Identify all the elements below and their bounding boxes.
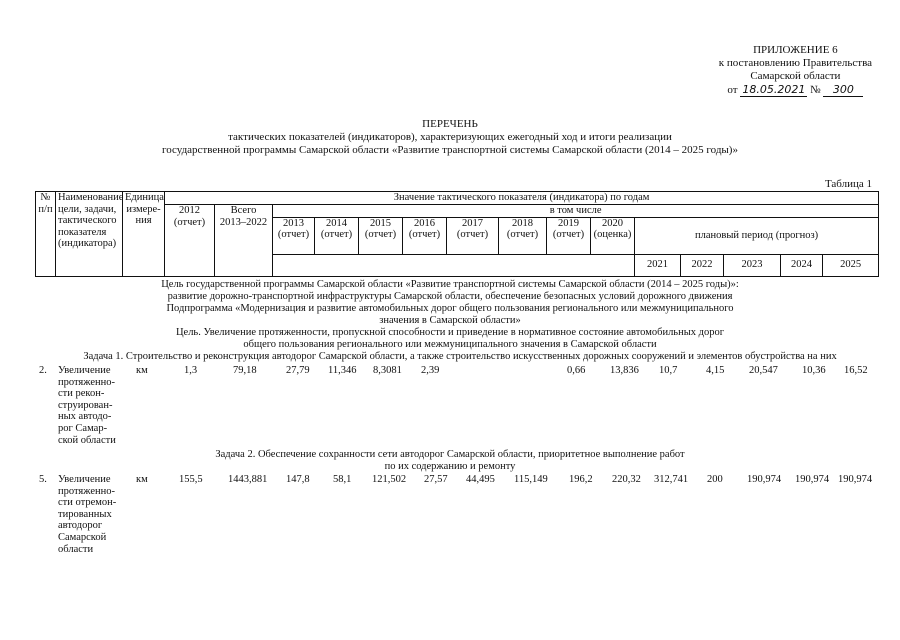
appendix-block	[719, 44, 872, 97]
indicator-table-header	[35, 191, 879, 277]
row-2019: 0,66	[567, 365, 586, 376]
row-2014: 58,1	[333, 474, 352, 485]
goal-line-3: Подпрограмма «Модернизация и развитие автомобильных дорог общего пользования регионального или межмуниципального	[166, 303, 734, 314]
header-year-2019: 2019 (отчет)	[547, 217, 591, 254]
number-prefix: №	[810, 84, 821, 96]
goal-line-1: Цель государственной программы Самарской области «Развитие транспортной системы Самарской области (2014 – 2025 годы)»:	[161, 279, 739, 290]
title-line-1: ПЕРЕЧЕНЬ	[422, 118, 478, 130]
row-2023: 20,547	[749, 365, 778, 376]
header-year-2021: 2021	[635, 254, 681, 276]
row-num: 2.	[39, 365, 47, 376]
row-2015: 121,502	[372, 474, 407, 485]
header-year-2018: 2018 (отчет)	[499, 217, 547, 254]
appendix-line-2: к постановлению Правительства	[718, 57, 872, 69]
header-year-2016: 2016 (отчет)	[403, 217, 447, 254]
appendix-line-3: Самарской области	[750, 70, 841, 82]
row-2025: 190,974	[838, 474, 873, 485]
row-2020: 220,32	[612, 474, 641, 485]
table-label: Таблица 1	[824, 178, 872, 190]
header-year-2024: 2024	[781, 254, 823, 276]
header-year-2025: 2025	[823, 254, 879, 276]
row-2021: 10,7	[659, 365, 678, 376]
header-year-2013: 2013 (отчет)	[273, 217, 315, 254]
row-2013: 27,79	[286, 365, 310, 376]
title-line-2: тактических показателей (индикаторов), характеризующих ежегодный ход и итоги реализации	[228, 131, 672, 143]
header-year-2020: 2020 (оценка)	[591, 217, 635, 254]
header-num: № п/п	[36, 192, 56, 277]
row-2012: 1,3	[184, 365, 198, 376]
row-unit: км	[136, 365, 148, 376]
row-name: Увеличение протяженно-сти отремон-тированных автодорог Самарской области	[58, 474, 117, 555]
goal-line-4: значения в Самарской области»	[379, 315, 521, 326]
header-year-2017: 2017 (отчет)	[447, 217, 499, 254]
header-unit: Единица измере-ния	[123, 192, 165, 277]
row-2015: 8,3081	[373, 365, 402, 376]
date-prefix: от	[727, 84, 738, 96]
goal-block	[0, 279, 900, 351]
row-2021: 312,741	[654, 474, 689, 485]
row-total: 1443,881	[228, 474, 268, 485]
goal-line-6: общего пользования регионального или межмуниципального значения в Самарской области	[243, 339, 657, 350]
table-row	[0, 365, 900, 450]
task-2-line-1: Задача 2. Обеспечение сохранности сети автодорог Самарской области, приоритетное выполнение работ	[215, 449, 685, 460]
title-line-3: государственной программы Самарской области «Развитие транспортной системы Самарской области (2014 – 2025 годы)»	[162, 144, 738, 156]
header-year-2014: 2014 (отчет)	[315, 217, 359, 254]
header-planned: плановый период (прогноз)	[635, 217, 879, 254]
row-name: Увеличение протяженно-сти рекон-струирован-ных автодо-рог Самар-ской области	[58, 365, 116, 446]
row-2016: 27,57	[424, 474, 448, 485]
date-handwritten: 18.05.2021	[742, 83, 806, 96]
task-2-heading	[0, 449, 900, 473]
row-2024: 190,974	[795, 474, 830, 485]
header-values-title: Значение тактического показателя (индикатора) по годам	[165, 192, 879, 205]
row-2024: 10,36	[802, 365, 826, 376]
row-total: 79,18	[233, 365, 257, 376]
row-2022: 200	[707, 474, 723, 485]
header-including: в том числе	[273, 205, 879, 218]
row-2016: 2,39	[421, 365, 440, 376]
row-2020: 13,836	[610, 365, 639, 376]
header-year-2023: 2023	[724, 254, 781, 276]
goal-line-2: развитие дорожно-транспортной инфраструктуры Самарской области, обеспечение безопасных условий дорожного движения	[167, 291, 733, 302]
header-total: Всего 2013–2022	[215, 205, 273, 277]
number-handwritten: 300	[823, 83, 863, 97]
document-title	[0, 118, 900, 157]
header-year-2022: 2022	[681, 254, 724, 276]
row-num: 5.	[39, 474, 47, 485]
row-2014: 11,346	[328, 365, 357, 376]
appendix-title: ПРИЛОЖЕНИЕ 6	[753, 44, 838, 56]
header-year-2015: 2015 (отчет)	[359, 217, 403, 254]
task-2-line-2: по их содержанию и ремонту	[384, 461, 516, 472]
header-name: Наименование цели, задачи, тактического показателя (индикатора)	[56, 192, 123, 277]
row-unit: км	[136, 474, 148, 485]
row-2022: 4,15	[706, 365, 725, 376]
row-2012: 155,5	[179, 474, 203, 485]
row-2025: 16,52	[844, 365, 868, 376]
row-2018: 115,149	[514, 474, 548, 485]
row-2013: 147,8	[286, 474, 310, 485]
table-row	[0, 474, 900, 564]
goal-line-5: Цель. Увеличение протяженности, пропускной способности и приведение в нормативное состояние автомобильных дорог	[175, 327, 725, 338]
appendix-date-line	[719, 83, 872, 97]
row-2019: 196,2	[569, 474, 593, 485]
row-2023: 190,974	[747, 474, 782, 485]
task-1-heading: Задача 1. Строительство и реконструкция автодорог Самарской области, а также строительство искусственных дорожных сооружений и элементов обустройства на них	[83, 351, 837, 362]
header-2012: 2012 (отчет)	[165, 205, 215, 277]
row-2017: 44,495	[466, 474, 495, 485]
header-blank	[273, 254, 635, 276]
